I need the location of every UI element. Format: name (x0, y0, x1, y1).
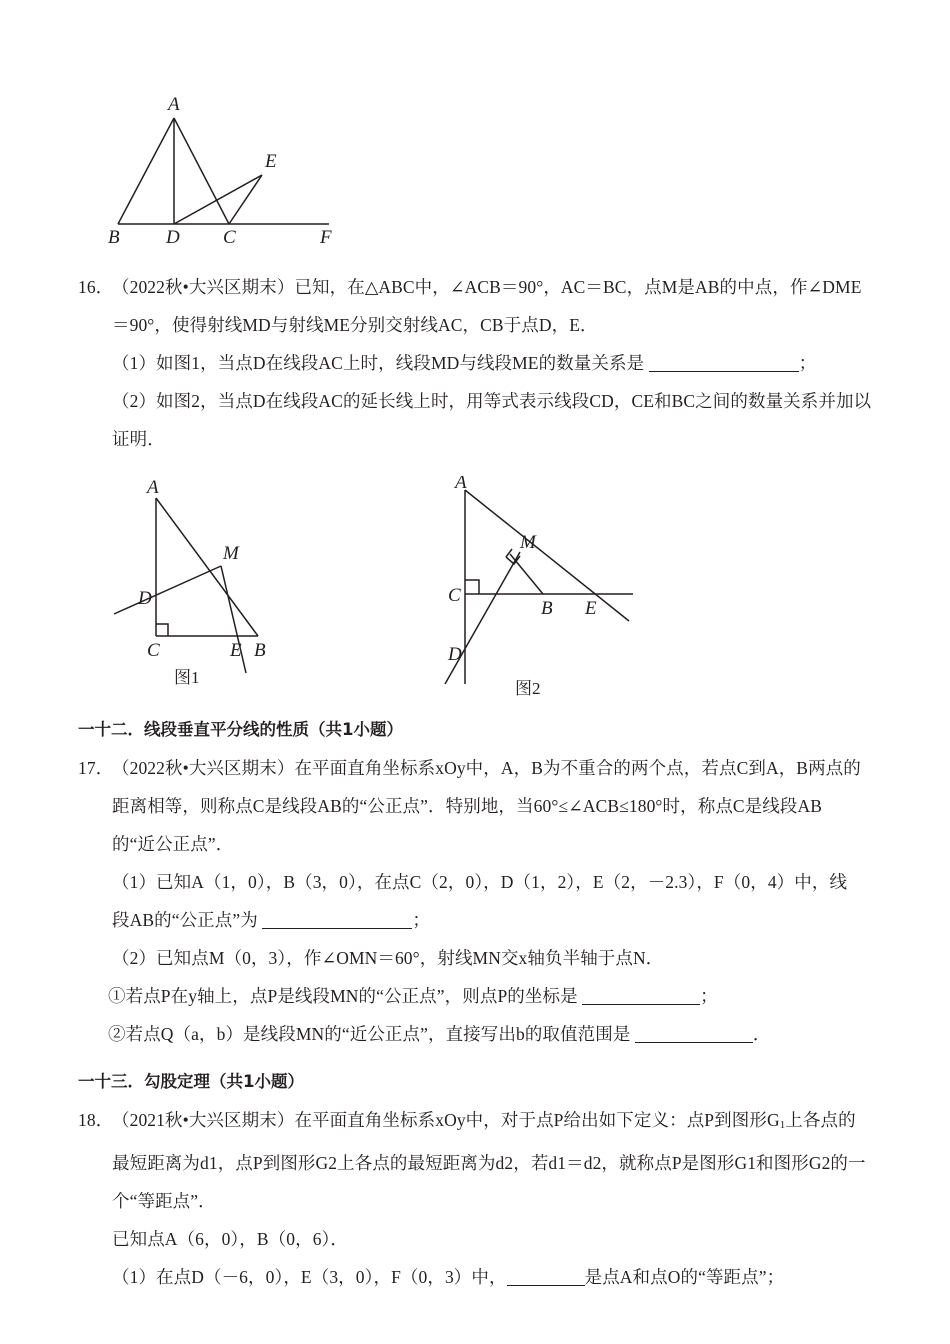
problem-18-given-text: 已知点A（6，0），B（0，6）． (112, 1229, 349, 1249)
figure-top-label-D: D (166, 227, 180, 246)
figure-2-label-D: D (448, 644, 462, 665)
problem-17-part-1-text-2: 段AB的“公正点”为 (112, 910, 258, 930)
figure-1-label-B: B (254, 640, 266, 661)
figure-2-label-C: C (448, 585, 461, 606)
problem-17-part-2-item-2-tail: ． (752, 1024, 771, 1044)
figure-2-label-B: B (541, 598, 553, 619)
problem-17-number: 17． (78, 758, 114, 778)
figure-top-label-F: F (320, 227, 332, 246)
problem-18-stem-1-sub: 1 (779, 1119, 786, 1131)
problem-18-given (78, 1220, 878, 1258)
problem-18-part-1-post: 是点A和点O的“等距点”； (584, 1267, 785, 1287)
problem-18-stem-line-3 (78, 1182, 878, 1220)
answer-blank-16-1[interactable] (649, 371, 799, 372)
problem-17-part-2-item-1 (78, 977, 878, 1015)
problem-16 (78, 268, 878, 458)
problem-16-part-2-line-2 (78, 420, 878, 458)
problem-16-part-2-text-1: （2）如图2，当点D在线段AC的延长线上时，用等式表示线段CD，CE和BC之间的数量关系并加以 (112, 391, 872, 411)
problem-17-stem-line-3 (78, 825, 878, 863)
answer-blank-17-1[interactable] (262, 928, 412, 929)
problem-17-part-2-item-1-text: ①若点P在y轴上，点P是线段MN的“公正点”，则点P的坐标是 (108, 986, 578, 1006)
figure-1-label-A: A (147, 477, 159, 498)
problem-16-part-1-tail: ； (798, 353, 817, 373)
figure-1-label-M: M (223, 543, 239, 564)
figure-1-label-D: D (138, 588, 152, 609)
problem-18-stem-1-post: 上各点的 (785, 1110, 856, 1130)
problem-17-part-2-item-1-tail: ； (700, 986, 718, 1006)
figure-top-label-E: E (265, 151, 277, 172)
problem-17-part-1-line-2 (78, 901, 878, 939)
figure-2 (417, 476, 667, 701)
problem-17-part-1-line-1 (78, 863, 878, 901)
problem-18-part-1 (78, 1258, 878, 1296)
problem-17-source: （2022秋•大兴区期末） (112, 758, 295, 778)
problem-16-part-2-line-1 (78, 382, 878, 420)
figure-1 (106, 476, 321, 691)
problem-18-source: （2021秋•大兴区期末） (112, 1110, 295, 1130)
problem-17-stem-2-text: 距离相等，则称点C是线段AB的“公正点”．特别地，当60°≤∠ACB≤180°时，称点C是线段AB (112, 796, 822, 816)
problem-18-stem-1-pre: 在平面直角坐标系xOy中，对于点P给出如下定义：点P到图形G (294, 1110, 780, 1130)
figure-2-label-M: M (520, 532, 536, 553)
problem-16-stem-2-text: ＝90°，使得射线MD与射线ME分别交射线AC，CB于点D，E． (112, 315, 598, 335)
problem-16-block (0, 268, 950, 458)
problem-17-stem-line-1 (78, 749, 878, 787)
problem-18-number: 18． (78, 1110, 114, 1130)
answer-blank-17-2a[interactable] (582, 1004, 700, 1005)
problem-18-stem-line-2 (78, 1144, 878, 1182)
problem-16-stem-line-2 (78, 306, 878, 344)
problem-18-stem-3-text: 个“等距点”． (112, 1191, 216, 1211)
problem-16-part-2-text-2: 证明． (112, 429, 165, 449)
section-13-heading: 一十三．勾股定理（共1小题） (78, 1072, 304, 1091)
answer-blank-17-2b[interactable] (635, 1042, 753, 1043)
problem-18-stem-2-text: 最短距离为d1，点P到图形G2上各点的最短距离为d2，若d1＝d2，就称点P是图形G1和图形G2的一 (112, 1153, 866, 1173)
figure-1-caption: 图1 (174, 668, 200, 687)
section-12-block (0, 713, 950, 1296)
figure-top-label-B: B (108, 227, 120, 246)
figure-2-label-A: A (455, 476, 467, 493)
figure-pair (0, 476, 950, 701)
problem-18-stem-line-1 (78, 1101, 878, 1144)
problem-16-source: （2022秋•大兴区期末） (112, 277, 295, 297)
problem-17-part-1-tail: ； (412, 910, 430, 930)
figure-2-caption: 图2 (515, 679, 541, 698)
figure-top-label-A: A (168, 96, 180, 115)
problem-17-stem-line-2 (78, 787, 878, 825)
problem-17-part-2-item-2-text: ②若点Q（a，b）是线段MN的“近公正点”，直接写出b的取值范围是 (108, 1024, 631, 1044)
problem-16-part-1-text: （1）如图1，当点D在线段AC上时，线段MD与线段ME的数量关系是 (112, 353, 645, 373)
figure-1-label-C: C (147, 640, 160, 661)
problem-18 (78, 1101, 878, 1296)
figure-2-svg (417, 476, 667, 701)
problem-16-stem-line-1 (78, 268, 878, 306)
problem-16-stem-1-text: 已知，在△ABC中，∠ACB＝90°，AC＝BC，点M是AB的中点，作∠DME (294, 277, 862, 297)
figure-top (0, 0, 950, 246)
section-12-heading: 一十二．线段垂直平分线的性质（共1小题） (78, 720, 403, 739)
figure-2-label-E: E (585, 598, 597, 619)
figure-top-label-C: C (223, 227, 236, 246)
problem-17-stem-3-text: 的“近公正点”． (112, 834, 234, 854)
problem-17 (78, 749, 878, 1053)
figure-1-label-E: E (230, 640, 242, 661)
figure-1-svg (106, 476, 321, 691)
problem-17-part-2-text-1: （2）已知点M（0，3），作∠OMN＝60°，射线MN交x轴负半轴于点N． (112, 948, 664, 968)
problem-16-number: 16． (78, 277, 114, 297)
problem-17-part-2-item-2 (78, 1015, 878, 1053)
problem-17-stem-1-text: 在平面直角坐标系xOy中，A，B为不重合的两个点，若点C到A，B两点的 (294, 758, 861, 778)
problem-18-part-1-pre: （1）在点D（－6，0），E（3，0），F（0，3）中， (112, 1267, 507, 1287)
problem-17-part-1-text-1: （1）已知A（1，0），B（3，0），在点C（2，0），D（1，2），E（2，－2.3），F（0，4）中，线 (112, 872, 848, 892)
figure-top-svg (84, 96, 374, 246)
problem-17-part-2-line-1 (78, 939, 878, 977)
answer-blank-18-1[interactable] (507, 1285, 585, 1286)
problem-16-part-1 (78, 344, 878, 382)
